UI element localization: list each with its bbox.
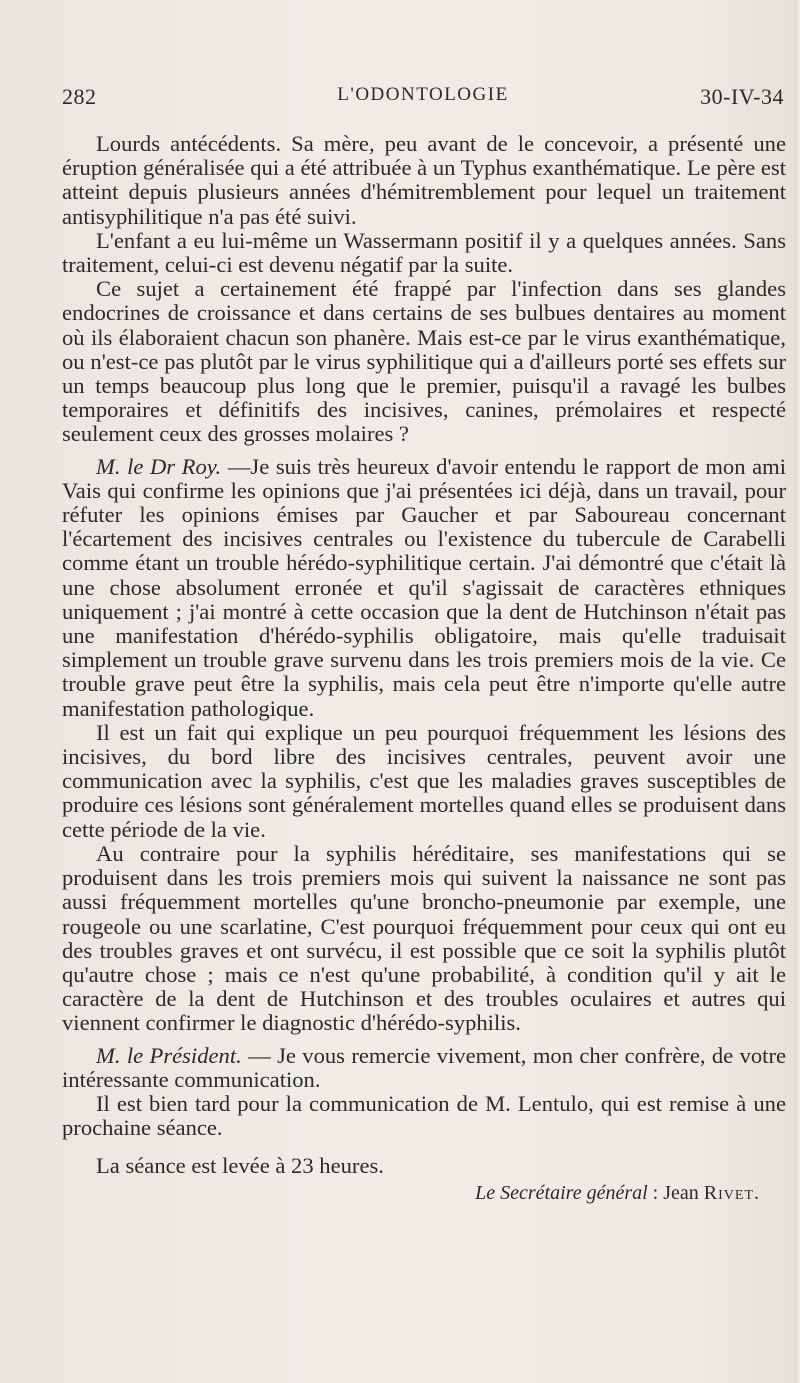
paragraph (62, 842, 786, 1036)
paragraph-text: Ce sujet a certainement été frappé par l'infection dans ses glandes endocrines de croissance et dans certains de ses bulbues dentaires au moment où ils élaboraient chacun son phanère. Mais est-ce par le virus exanthématique, ou n'est-ce pas plutôt par le virus syphilitique qui a d'ailleurs porté ses effets sur un temps beaucoup plus long que le premier, puisqu'il a ravagé les bulbes temporaires et définitifs des incisives, canines, prémolaires et respecté seulement ceux des grosses molaires ? (62, 276, 786, 447)
paragraph-text: Il est bien tard pour la communication de M. Lentulo, qui est remise à une prochaine séance. (62, 1090, 786, 1141)
paragraph-text: — Je vous remercie vivement, mon cher confrère, de votre intéressante communication. (62, 1042, 787, 1092)
paragraph-text: Lourds antécédents. Sa mère, peu avant de le concevoir, a présenté une éruption généralisée qui a été attribuée à un Typhus exanthématique. Le père est atteint depuis plusieurs années d'hémitremblement pour lequel un traitement antisyphilitique n'a pas été suivi. (62, 131, 786, 229)
page-number: 282 (62, 84, 97, 109)
speaker-name: M. le Président. (96, 1042, 242, 1068)
paragraph-text: Au contraire pour la syphilis héréditaire, ses manifestations qui se produisent dans les trois premiers mois qui suivent la naissance ne sont pas aussi fréquemment mortelles qu'une broncho-pneumonie par exemple, une rougeole ou une scarlatine, C'est pourquoi fréquemment pour ceux qui ont eu des troubles graves et ont survécu, il est possible que ce soit la syphilis plutôt qu'autre chose ; mais ce n'est qu'une probabilité, à condition qu'il y ait le caractère de la dent de Hutchinson et des troubles oculaires et autres qui viennent confirmer le diagnostic d'hérédo-syphilis. (62, 840, 786, 1036)
paragraph (62, 1154, 786, 1178)
signatory-title: Le Secrétaire général (475, 1182, 648, 1204)
paragraph (62, 229, 786, 277)
speaker-name: M. le Dr Roy. (96, 453, 222, 479)
running-title: L'ODONTOLOGIE (337, 84, 509, 105)
page-edge (795, 0, 800, 1383)
paragraph (62, 132, 786, 229)
signatory-surname: Rivet. (703, 1182, 760, 1204)
signature-line (62, 1182, 760, 1205)
paragraph-text: —Je suis très heureux d'avoir entendu le rapport de mon ami Vais qui confirme les opinions que j'ai présentées ici déjà, dans un travail, pour réfuter les opinions émises par Gaucher et par Saboureau concernant l'écartement des incisives centrales ou l'existence du tubercule de Carabelli comme étant un trouble hérédo-syphilitique certain. J'ai démontré que c'était là une chose absolument erronée et qu'il s'agissait de caractères ethniques uniquement ; j'ai montré à cette occasion que la dent de Hutchinson n'était pas une manifestation d'hérédo-syphilis obligatoire, mais qu'elle traduisait simplement un trouble grave survenu dans les trois premiers mois de la vie. Ce trouble grave peut être la syphilis, mais cela peut être n'importe qu'elle autre manifestation pathologique. (62, 453, 786, 721)
paragraph (62, 455, 786, 721)
paragraph-text: La séance est levée à 23 heures. (96, 1153, 384, 1179)
running-header (62, 84, 784, 112)
issue-date: 30-IV-34 (700, 84, 784, 109)
paragraph (62, 277, 786, 446)
paragraph (62, 721, 786, 842)
paragraph (62, 1044, 786, 1092)
paragraph-text: L'enfant a eu lui-même un Wassermann positif il y a quelques années. Sans traitement, celui-ci est devenu négatif par la suite. (62, 227, 786, 278)
paragraph-text: Il est un fait qui explique un peu pourquoi fréquemment les lésions des incisives, du bord libre des incisives centrales, peuvent avoir une communication avec la syphilis, c'est que les maladies graves susceptibles de produire ces lésions sont généralement mortelles quand elles se produisent dans cette période de la vie. (62, 719, 786, 842)
signature-separator: : (647, 1182, 664, 1204)
body-text (62, 132, 786, 1179)
paragraph (62, 1092, 786, 1140)
signatory-first-name: Jean (663, 1182, 699, 1204)
